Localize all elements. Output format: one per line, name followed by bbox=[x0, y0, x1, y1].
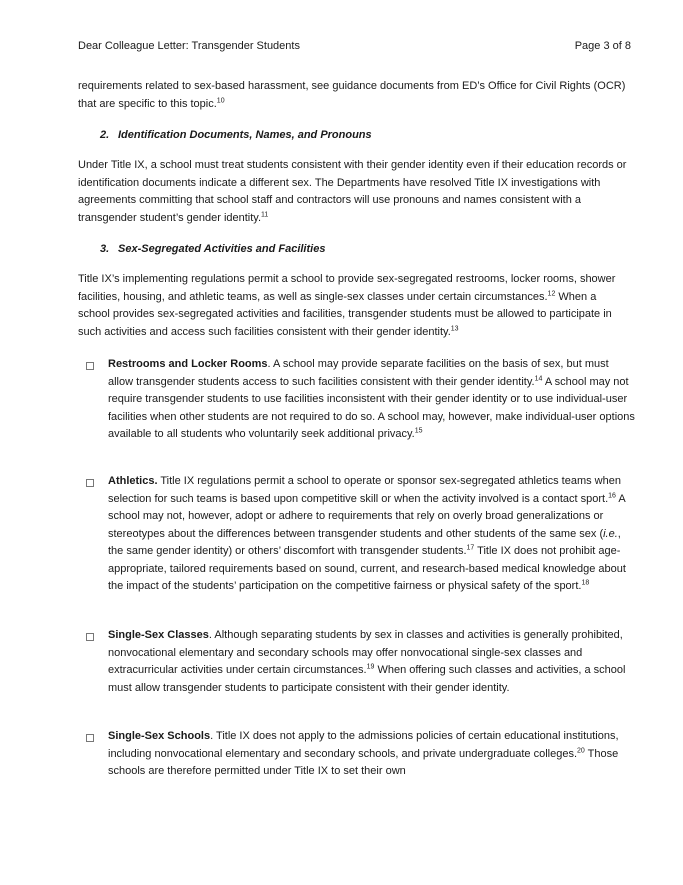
bullet-box-icon bbox=[86, 362, 94, 370]
intro-paragraph: requirements related to sex-based harassment, see guidance documents from ED’s Office for Civil Rights (OCR) that are specific to this topic.$^{10}$ bbox=[78, 80, 626, 110]
footnote-ref: 17 bbox=[466, 544, 475, 552]
bullet-restrooms: Restrooms and Locker Rooms. A school may provide separate facilities on the basis of sex, but must allow transgender students access to such facilities consistent with their gender identity.$^{14}$ A school may not require transgender students to use facilities inconsistent with their gender identity or to use individual-user facilities when other students are not required to do so. A school may, however, make individual-user options available to all students who voluntarily seek additional privacy.$^{15}$ bbox=[108, 358, 635, 440]
footnote-ref: 13 bbox=[450, 324, 459, 332]
footnote-ref: 15 bbox=[414, 427, 423, 435]
bullet-box-icon bbox=[86, 633, 94, 641]
footnote-ref: 16 bbox=[608, 491, 616, 499]
footnote-ref: 19 bbox=[366, 663, 375, 671]
footnote-ref: 10 bbox=[216, 96, 225, 104]
bullet-single-sex-classes: Single-Sex Classes. Although separating students by sex in classes and activities is generally prohibited, nonvocational elementary and secondary schools may offer nonvocational single-sex classes and extracurricular activities under certain circumstances.$^{19}$ When offering such classes and activities, a school must allow transgender students to participate consistent with their gender identity. bbox=[108, 629, 626, 694]
footnote-ref: 12 bbox=[547, 289, 556, 297]
section-heading-2: 2. Identification Documents, Names, and Pronouns bbox=[100, 129, 372, 141]
page-number: Page 3 of 8 bbox=[574, 40, 631, 52]
section-heading-3: 3. Sex-Segregated Activities and Facilities bbox=[100, 243, 326, 255]
section-3-paragraph: Title IX’s implementing regulations permit a school to provide sex-segregated restrooms, locker rooms, shower facilities, housing, and athletic teams, as well as single-sex classes under certain circumstances.$^{12}$ When a school provides sex-segregated activities and facilities, transgender students must be allowed to participate in such activities and access such facilities consistent with their gender identity.$^{13}$ bbox=[78, 273, 616, 338]
bullet-box-icon bbox=[86, 734, 94, 742]
footnote-ref: 14 bbox=[534, 374, 543, 382]
bullet-single-sex-schools: Single-Sex Schools. Title IX does not apply to the admissions policies of certain educational institutions, including nonvocational elementary and secondary schools, and private undergraduate colleges.$^{20}$ Those schools are therefore permitted under Title IX to set their own bbox=[108, 730, 619, 777]
document-title: Dear Colleague Letter: Transgender Students bbox=[78, 40, 300, 52]
bullet-box-icon bbox=[86, 479, 94, 487]
page-header bbox=[78, 39, 631, 53]
footnote-ref: 11 bbox=[261, 210, 269, 218]
section-2-paragraph: Under Title IX, a school must treat students consistent with their gender identity even if their education records or identification documents indicate a different sex. The Departments have resolved Title IX investigations with agreements committing that school staff and contractors will use pronouns and names consistent with a transgender student’s gender identity.$^{11}$ bbox=[78, 159, 627, 224]
bullet-athletics: Athletics. Title IX regulations permit a school to operate or sponsor sex-segregated athletics teams when selection for such teams is based upon competitive skill or when the activity involved is a contact sport.$^{16}$ A school may not, however, adopt or adhere to requirements that rely on overly broad generalizations or stereotypes about the differences between transgender students and other students of the same sex (i.e., the same gender identity) or others’ discomfort with transgender students.$^{17}$ Title IX does not prohibit age-appropriate, tailored requirements based on sound, current, and research-based medical knowledge about the impact of the students’ participation on the competitive fairness or physical safety of the sport.$^{18}$ bbox=[108, 475, 626, 592]
footnote-ref: 20 bbox=[577, 746, 585, 754]
footnote-ref: 18 bbox=[581, 579, 590, 587]
